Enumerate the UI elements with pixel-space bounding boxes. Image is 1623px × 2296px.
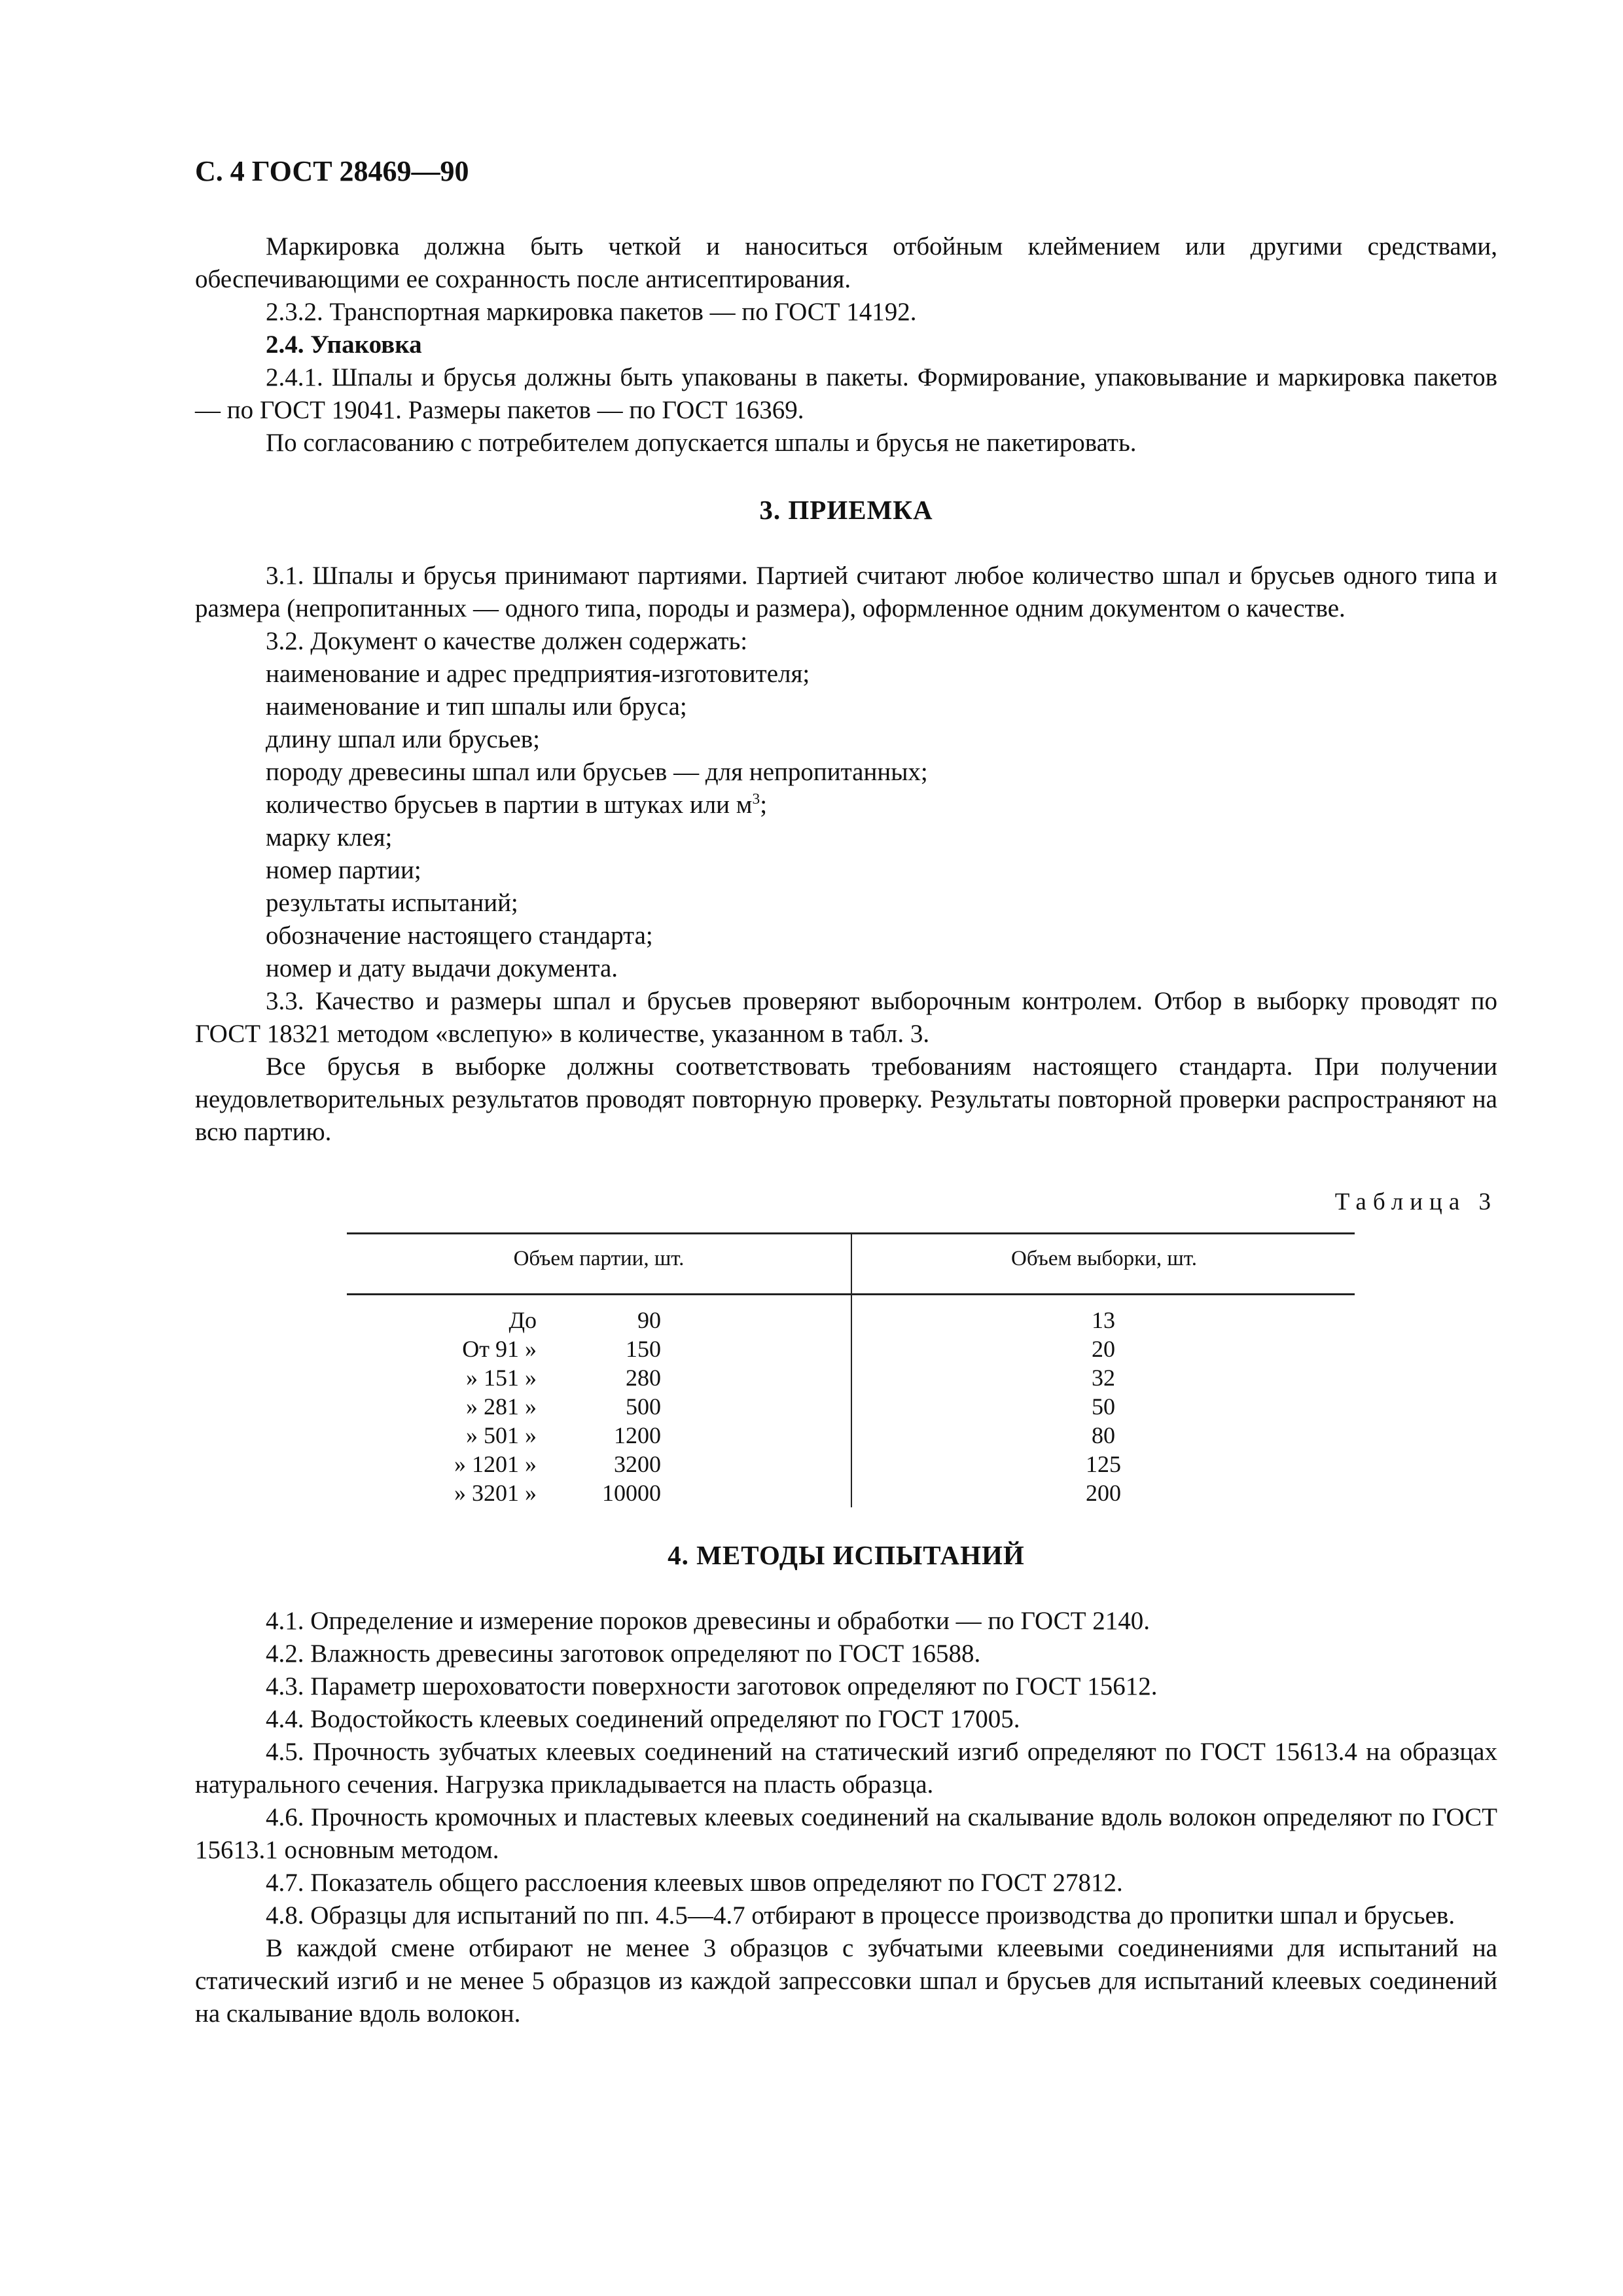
paragraph-4-6: 4.6. Прочность кромочных и пластевых клеевых соединений на скалывание вдоль волокон определяют по ГОСТ 15613.1 основным методом. bbox=[195, 1803, 1497, 1864]
section-3-body bbox=[195, 560, 1497, 1149]
paragraph-4-5: 4.5. Прочность зубчатых клеевых соединений на статический изгиб определяют по ГОСТ 15613.4 на образцах натурального сечения. Нагрузка прикладывается на пласть образца. bbox=[195, 1738, 1497, 1799]
list-item: номер и дату выдачи документа. bbox=[266, 954, 618, 982]
table-row bbox=[347, 1421, 851, 1450]
paragraph-4-1: 4.1. Определение и измерение пороков древесины и обработки — по ГОСТ 2140. bbox=[266, 1607, 1150, 1635]
paragraph-2-4-1: 2.4.1. Шпалы и брусья должны быть упакованы в пакеты. Формирование, упаковывание и маркировка пакетов — по ГОСТ 19041. Размеры пакетов — по ГОСТ 16369. bbox=[195, 363, 1497, 424]
table-3 bbox=[347, 1232, 1355, 1507]
table-caption-wrap bbox=[195, 1188, 1497, 1216]
list-item-quantity bbox=[195, 789, 1497, 821]
table-row bbox=[347, 1479, 851, 1507]
range-prefix: До bbox=[508, 1307, 537, 1333]
section-3-title: 3. ПРИЕМКА bbox=[759, 495, 933, 525]
table-column-batch bbox=[347, 1306, 851, 1507]
list-item: породу древесины шпал или брусьев — для непропитанных; bbox=[266, 758, 928, 786]
section-4-title: 4. МЕТОДЫ ИСПЫТАНИЙ bbox=[668, 1540, 1025, 1570]
list-item: марку клея; bbox=[266, 823, 393, 852]
superscript: 3 bbox=[752, 791, 760, 808]
paragraph-2-3-2: 2.3.2. Транспортная маркировка пакетов — по ГОСТ 14192. bbox=[266, 298, 917, 326]
section-4-title-wrap bbox=[195, 1539, 1497, 1571]
sample-size: 20 bbox=[1092, 1336, 1115, 1362]
list-item-text: количество брусьев в партии в штуках или м bbox=[266, 791, 753, 819]
range-value: 10000 bbox=[602, 1480, 661, 1506]
list-item: наименование и тип шпалы или бруса; bbox=[266, 692, 687, 721]
paragraph-agreement: По согласованию с потребителем допускается шпалы и брусья не пакетировать. bbox=[266, 429, 1137, 457]
range-prefix: » 501 » bbox=[466, 1422, 537, 1448]
table-row bbox=[347, 1392, 851, 1421]
section-3-title-wrap bbox=[195, 494, 1497, 526]
sample-size: 200 bbox=[1086, 1480, 1121, 1506]
paragraph-4-4: 4.4. Водостойкость клеевых соединений определяют по ГОСТ 17005. bbox=[266, 1705, 1020, 1733]
paragraph-retest: Все брусья в выборке должны соответствовать требованиям настоящего стандарта. При получении неудовлетворительных результатов проводят повторную проверку. Результаты повторной проверки распространяют на всю партию. bbox=[195, 1052, 1497, 1146]
range-value: 1200 bbox=[614, 1422, 661, 1448]
range-value: 280 bbox=[626, 1365, 661, 1391]
paragraph-4-3: 4.3. Параметр шероховатости поверхности заготовок определяют по ГОСТ 15612. bbox=[266, 1672, 1158, 1700]
table-row bbox=[347, 1306, 851, 1335]
list-item: обозначение настоящего стандарта; bbox=[266, 922, 653, 950]
section-4-body bbox=[195, 1605, 1497, 2030]
paragraph-4-8: 4.8. Образцы для испытаний по пп. 4.5—4.7 отбирают в процессе производства до пропитки шпал и брусьев. bbox=[266, 1901, 1455, 1929]
range-prefix: » 281 » bbox=[466, 1393, 537, 1420]
table-header-batch: Объем партии, шт. bbox=[513, 1247, 685, 1270]
range-value: 3200 bbox=[614, 1451, 661, 1477]
table-row bbox=[347, 1335, 851, 1363]
paragraph-3-1: 3.1. Шпалы и брусья принимают партиями. Партией считают любое количество шпал и брусьев одного типа и размера (непропитанных — одного типа, породы и размера), оформленное одним документом о качестве. bbox=[195, 562, 1497, 622]
paragraph-marking: Маркировка должна быть четкой и наноситься отбойным клеймением или другими средствами, обеспечивающими ее сохранность после антисептирования. bbox=[195, 232, 1497, 293]
list-item: наименование и адрес предприятия-изготовителя; bbox=[266, 660, 810, 688]
range-value: 150 bbox=[626, 1336, 661, 1362]
heading-2-4: 2.4. Упаковка bbox=[266, 331, 422, 359]
range-prefix: » 1201 » bbox=[454, 1451, 537, 1477]
paragraph-3-3: 3.3. Качество и размеры шпал и брусьев проверяют выборочным контролем. Отбор в выборку проводят по ГОСТ 18321 методом «вслепую» в количестве, указанном в табл. 3. bbox=[195, 987, 1497, 1048]
paragraph-sampling: В каждой смене отбирают не менее 3 образцов с зубчатыми клеевыми соединениями для испытаний на статический изгиб и не менее 5 образцов из каждой запрессовки шпал и брусьев для испытаний клеевых соединений на скалывание вдоль волокон. bbox=[195, 1934, 1497, 2028]
range-value: 500 bbox=[626, 1393, 661, 1420]
range-prefix: » 151 » bbox=[466, 1365, 537, 1391]
paragraph-3-2: 3.2. Документ о качестве должен содержать: bbox=[266, 627, 748, 655]
list-item: результаты испытаний; bbox=[266, 889, 518, 917]
table-row bbox=[347, 1450, 851, 1479]
table-caption: Таблица 3 bbox=[1334, 1189, 1497, 1215]
sample-size: 80 bbox=[1092, 1422, 1115, 1448]
sample-size: 32 bbox=[1092, 1365, 1115, 1391]
sample-size: 125 bbox=[1086, 1451, 1121, 1477]
list-item: длину шпал или брусьев; bbox=[266, 725, 541, 753]
sample-size: 13 bbox=[1092, 1307, 1115, 1333]
table-header-sample: Объем выборки, шт. bbox=[1011, 1247, 1197, 1270]
range-value: 90 bbox=[637, 1307, 661, 1333]
range-prefix: » 3201 » bbox=[454, 1480, 537, 1506]
intro-block bbox=[195, 230, 1497, 459]
sample-size: 50 bbox=[1092, 1393, 1115, 1420]
page-header: С. 4 ГОСТ 28469—90 bbox=[195, 155, 469, 187]
range-prefix: От 91 » bbox=[462, 1336, 537, 1362]
paragraph-4-2: 4.2. Влажность древесины заготовок определяют по ГОСТ 16588. bbox=[266, 1640, 981, 1668]
list-item-tail: ; bbox=[760, 791, 768, 819]
table-column-sample bbox=[852, 1306, 1355, 1507]
list-item: номер партии; bbox=[266, 856, 421, 884]
table-row bbox=[347, 1363, 851, 1392]
paragraph-4-7: 4.7. Показатель общего расслоения клеевых швов определяют по ГОСТ 27812. bbox=[266, 1869, 1123, 1897]
